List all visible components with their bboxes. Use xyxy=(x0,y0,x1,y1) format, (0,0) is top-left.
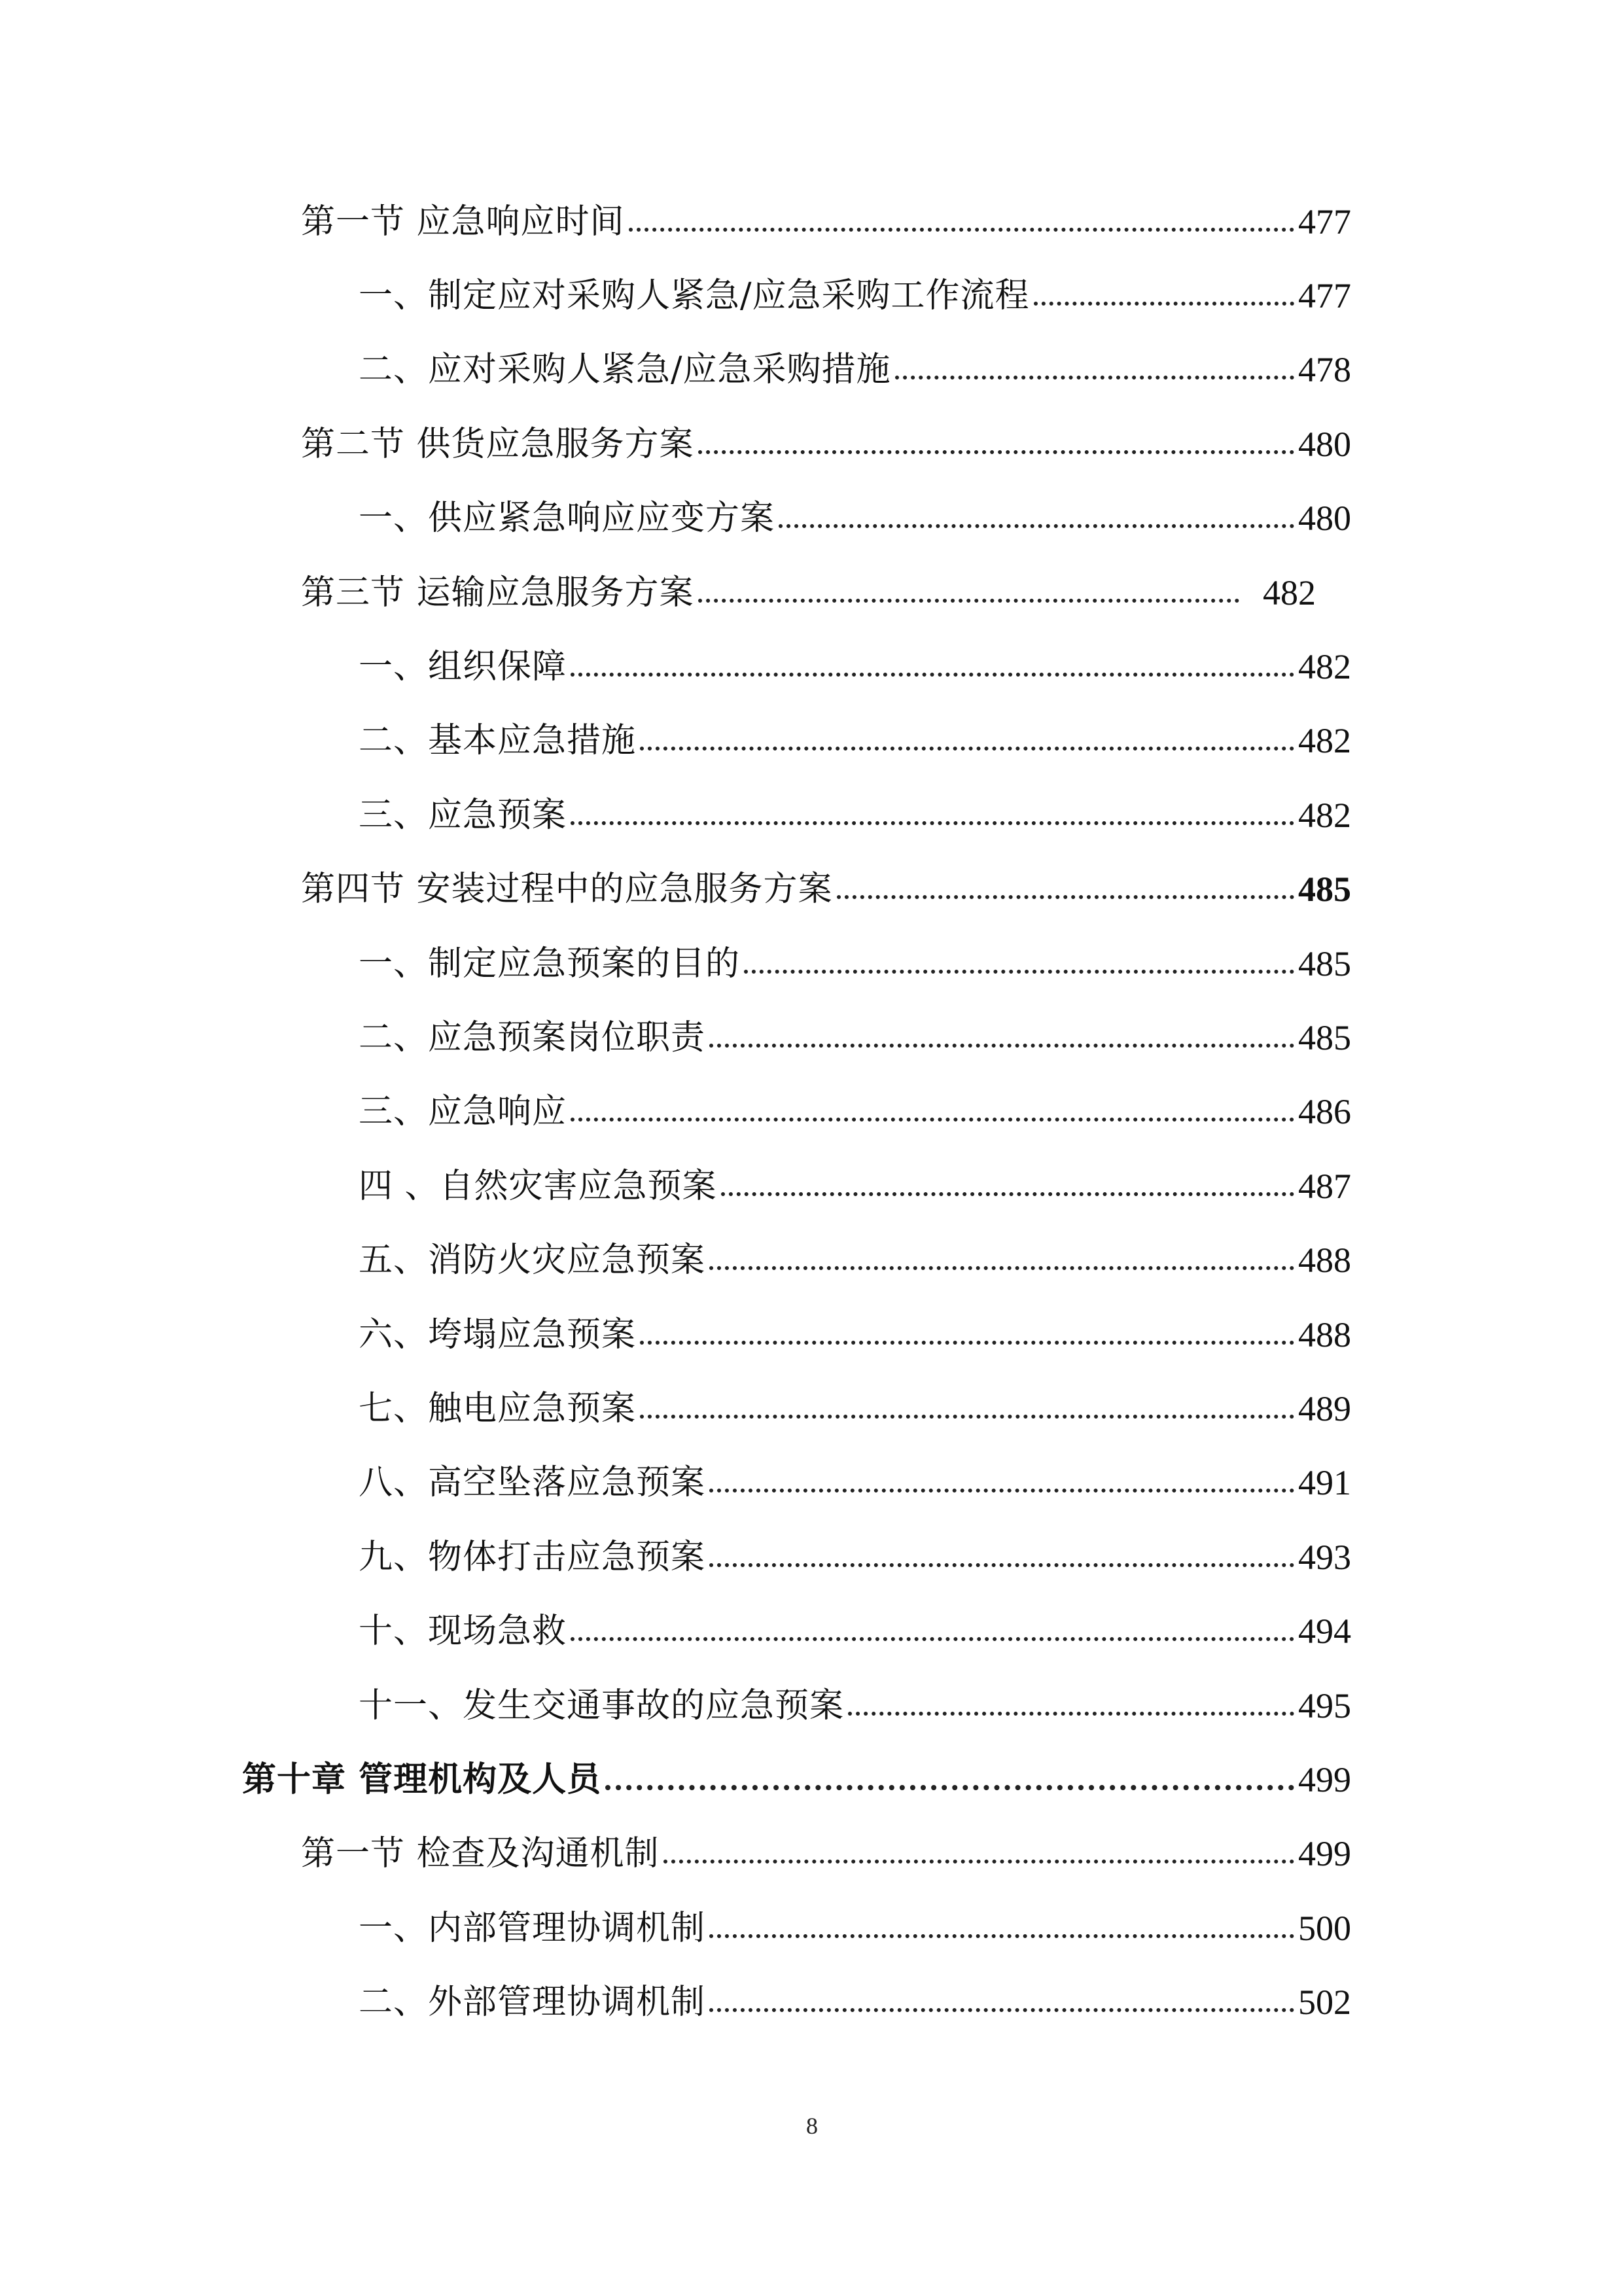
toc-entry-title: 三、应急响应 xyxy=(359,1092,567,1132)
toc-entry[interactable] xyxy=(0,1149,1624,1223)
toc-entry-title: 五、消防火灾应急预案 xyxy=(359,1241,706,1280)
toc-entry[interactable] xyxy=(0,1817,1624,1891)
toc-entry[interactable] xyxy=(0,927,1624,1000)
toc-entry-page: 500 xyxy=(1298,1908,1351,1948)
toc-entry[interactable] xyxy=(0,1298,1624,1371)
toc-entry[interactable] xyxy=(0,1371,1624,1445)
toc-entry[interactable] xyxy=(0,629,1624,703)
page-number: 8 xyxy=(806,2113,818,2139)
toc-entry-page: 502 xyxy=(1298,1983,1351,2022)
toc-entry-page: 482 xyxy=(1298,647,1351,687)
toc-entry-title: 二、应对采购人紧急/应急采购措施 xyxy=(359,350,891,390)
toc-entry-title: 二、基本应急措施 xyxy=(359,721,637,761)
toc-entry-page: 486 xyxy=(1298,1092,1351,1132)
toc-entry[interactable] xyxy=(0,333,1624,407)
toc-entry-title: 一、制定应对采购人紧急/应急采购工作流程 xyxy=(359,276,1030,316)
toc-entry-page: 491 xyxy=(1298,1463,1351,1503)
toc-entry[interactable] xyxy=(0,1446,1624,1520)
toc-entry-title: 一、内部管理协调机制 xyxy=(359,1908,706,1948)
dot-leader xyxy=(663,1860,1294,1863)
toc-entry-page: 499 xyxy=(1298,1759,1351,1799)
toc-entry-page: 499 xyxy=(1298,1834,1351,1874)
toc-entry[interactable] xyxy=(0,258,1624,332)
toc-entry-title: 一、制定应急预案的目的 xyxy=(359,944,741,983)
toc-entry-title: 九、物体打击应急预案 xyxy=(359,1537,706,1577)
toc-entry[interactable] xyxy=(0,704,1624,778)
toc-entry-page: 485 xyxy=(1298,1017,1351,1057)
dot-leader xyxy=(640,1415,1294,1419)
toc-entry[interactable] xyxy=(0,1000,1624,1074)
toc-entry-title: 第十章 管理机构及人员 xyxy=(242,1759,602,1799)
dot-leader xyxy=(640,1341,1294,1345)
dot-leader xyxy=(571,1118,1294,1122)
toc-entry-title: 六、垮塌应急预案 xyxy=(359,1315,637,1354)
toc-entry-page: 488 xyxy=(1298,1315,1351,1354)
toc-chapter-entry[interactable] xyxy=(0,1742,1624,1816)
toc-entry-title: 四 、自然灾害应急预案 xyxy=(359,1166,717,1206)
toc-entry[interactable] xyxy=(0,185,1624,258)
dot-leader xyxy=(1034,302,1294,306)
toc-entry[interactable] xyxy=(0,1223,1624,1297)
toc-entry[interactable] xyxy=(0,1965,1624,2039)
dot-leader xyxy=(698,599,1239,603)
dot-leader xyxy=(571,1637,1294,1641)
toc-entry-title: 二、应急预案岗位职责 xyxy=(359,1017,706,1057)
toc-entry-page: 480 xyxy=(1298,499,1351,539)
toc-entry-page: 482 xyxy=(1263,573,1316,612)
toc-entry[interactable] xyxy=(0,778,1624,852)
toc-entry-page: 480 xyxy=(1298,424,1351,464)
toc-entry[interactable] xyxy=(0,1669,1624,1742)
toc-entry-title: 第二节 供货应急服务方案 xyxy=(301,424,694,464)
dot-leader xyxy=(571,821,1294,825)
dot-leader xyxy=(698,450,1294,454)
dot-leader xyxy=(744,970,1294,974)
table-of-contents xyxy=(0,185,1624,2040)
toc-entry[interactable] xyxy=(0,556,1624,629)
toc-entry-page: 485 xyxy=(1298,870,1351,910)
toc-entry[interactable] xyxy=(0,1075,1624,1149)
dot-leader xyxy=(709,1563,1294,1567)
toc-entry-title: 一、组织保障 xyxy=(359,647,567,687)
dot-leader xyxy=(709,1489,1294,1492)
dot-leader xyxy=(779,524,1294,528)
toc-entry-page: 485 xyxy=(1298,944,1351,983)
toc-entry-title: 第一节 检查及沟通机制 xyxy=(301,1834,660,1874)
toc-entry-page: 477 xyxy=(1298,202,1351,241)
toc-entry-title: 第四节 安装过程中的应急服务方案 xyxy=(301,870,833,910)
dot-leader xyxy=(709,1044,1294,1048)
toc-entry-title: 七、触电应急预案 xyxy=(359,1388,637,1428)
toc-entry-title: 十、现场急救 xyxy=(359,1612,567,1651)
dot-leader xyxy=(605,1785,1294,1790)
toc-entry-title: 十一、发生交通事故的应急预案 xyxy=(359,1686,845,1725)
toc-entry-page: 478 xyxy=(1298,350,1351,390)
toc-entry-page: 494 xyxy=(1298,1612,1351,1651)
dot-leader xyxy=(709,2008,1294,2012)
toc-entry[interactable] xyxy=(0,407,1624,481)
toc-entry[interactable] xyxy=(0,1594,1624,1668)
toc-entry-page: 493 xyxy=(1298,1537,1351,1577)
toc-entry-title: 一、供应紧急响应应变方案 xyxy=(359,499,775,539)
toc-entry-page: 489 xyxy=(1298,1388,1351,1428)
dot-leader xyxy=(837,895,1294,899)
toc-entry-page: 477 xyxy=(1298,276,1351,316)
toc-entry-title: 第一节 应急响应时间 xyxy=(301,202,625,241)
toc-entry-page: 482 xyxy=(1298,721,1351,761)
toc-entry-title: 第三节 运输应急服务方案 xyxy=(301,573,694,612)
toc-entry-page: 495 xyxy=(1298,1686,1351,1725)
dot-leader xyxy=(709,1934,1294,1938)
toc-entry[interactable] xyxy=(0,1891,1624,1965)
toc-entry-page: 488 xyxy=(1298,1241,1351,1280)
toc-entry[interactable] xyxy=(0,482,1624,556)
dot-leader xyxy=(629,228,1294,232)
dot-leader xyxy=(571,673,1294,677)
dot-leader xyxy=(640,747,1294,751)
dot-leader xyxy=(895,376,1294,380)
dot-leader xyxy=(848,1712,1294,1716)
dot-leader xyxy=(721,1192,1294,1196)
toc-entry[interactable] xyxy=(0,1520,1624,1594)
toc-entry-page: 487 xyxy=(1298,1166,1351,1206)
toc-entry-title: 三、应急预案 xyxy=(359,795,567,835)
toc-entry[interactable] xyxy=(0,853,1624,927)
toc-entry-title: 八、高空坠落应急预案 xyxy=(359,1463,706,1503)
toc-entry-page: 482 xyxy=(1298,795,1351,835)
dot-leader xyxy=(709,1266,1294,1270)
toc-entry-title: 二、外部管理协调机制 xyxy=(359,1983,706,2022)
